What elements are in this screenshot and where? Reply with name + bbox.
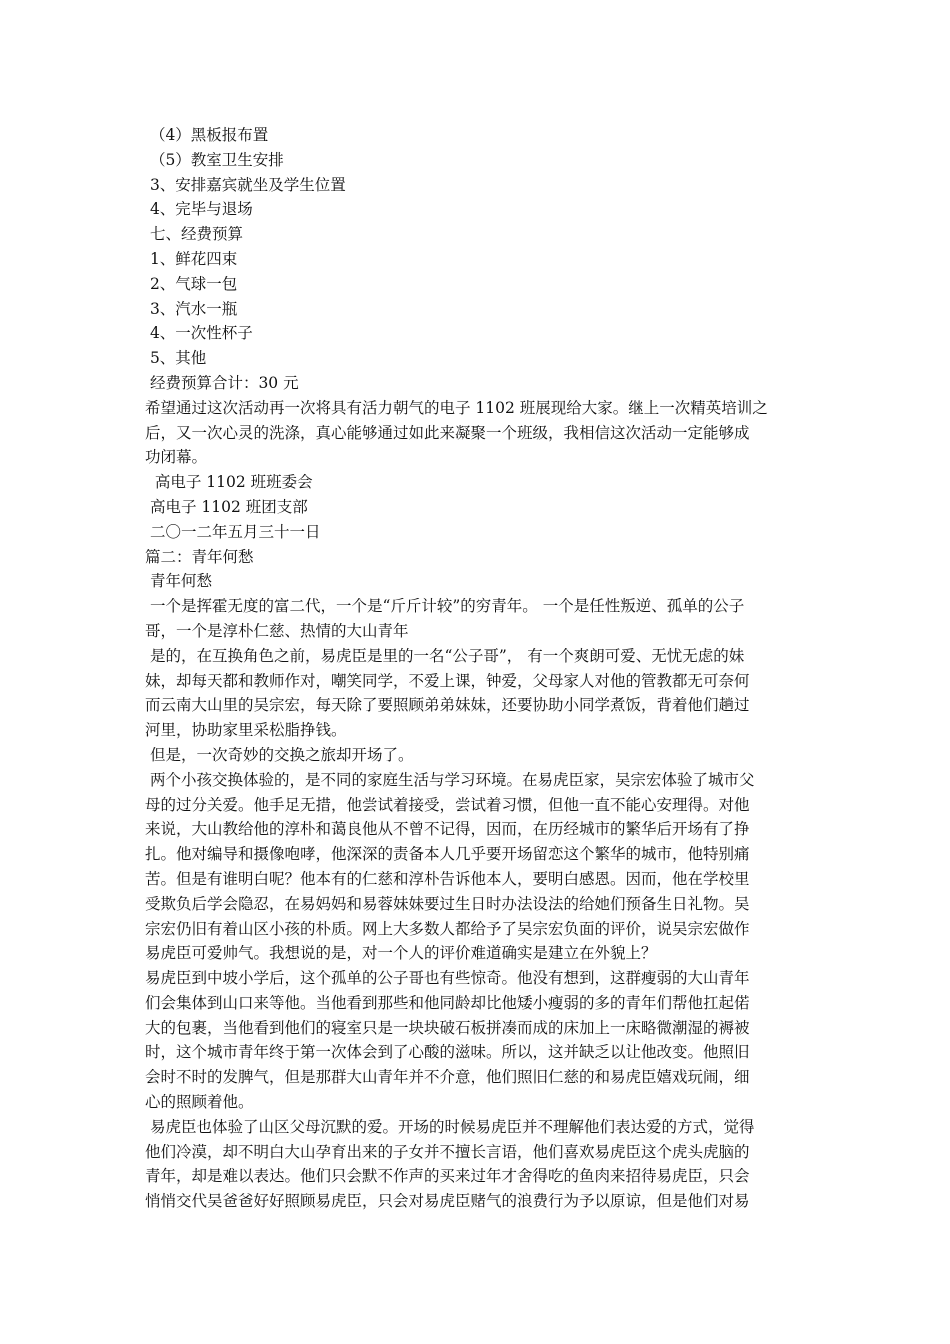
text-line: 而云南大山里的吴宗宏，每天除了要照顾弟弟妹妹，还要协助小同学煮饭，背着他们趟过	[145, 696, 750, 715]
list-item: 2、气球一包	[145, 274, 238, 293]
article-title: 青年何愁	[145, 572, 212, 591]
text-line: 哥，一个是淳朴仁慈、热情的大山青年	[145, 621, 409, 640]
list-item: 3、汽水一瓶	[145, 299, 238, 318]
text-line: 母的过分关爱。他手足无措，他尝试着接受，尝试着习惯，但他一直不能心安理得。对他	[145, 795, 750, 814]
text-line: 们会集体到山口来等他。当他看到那些和他同龄却比他矮小瘦弱的多的青年们帮他扛起偌	[145, 993, 750, 1012]
list-item: 1、鲜花四束	[145, 249, 238, 268]
signature-line: 高电子 1102 班团支部	[145, 497, 308, 516]
text-line: 功闭幕。	[145, 448, 208, 467]
text-line: 苦。但是有谁明白呢？他本有的仁慈和淳朴告诉他本人，要明白感恩。因而，他在学校里	[145, 869, 750, 888]
text-line: 受欺负后学会隐忍，在易妈妈和易蓉妹妹要过生日时办法设法的给她们预备生日礼物。吴	[145, 894, 750, 913]
list-item: 5、其他	[145, 349, 207, 368]
text-line: 3、安排嘉宾就坐及学生位置	[145, 175, 346, 194]
text-line: 他们冷漠，却不明白大山孕育出来的子女并不擅长言语，他们喜欢易虎臣这个虎头虎脑的	[145, 1142, 750, 1161]
chapter-heading: 篇二：青年何愁	[145, 547, 254, 566]
text-line: 青年，却是难以表达。他们只会默不作声的买来过年才舍得吃的鱼肉来招待易虎臣，只会	[145, 1167, 750, 1186]
text-line: 易虎臣到中坡小学后，这个孤单的公子哥也有些惊奇。他没有想到，这群瘦弱的大山青年	[145, 969, 750, 988]
date-line: 二〇一二年五月三十一日	[145, 522, 321, 541]
text-line: 扎。他对编导和摄像咆哮，他深深的责备本人几乎要开场留恋这个繁华的城市，他特别痛	[145, 845, 750, 864]
signature-line: 高电子 1102 班班委会	[145, 473, 313, 492]
text-line: 4、完毕与退场	[145, 200, 253, 219]
text-line: 希望通过这次活动再一次将具有活力朝气的电子 1102 班展现给大家。继上一次精英培训之	[145, 398, 768, 417]
document-page	[145, 123, 815, 1214]
text-line: （4）黑板报布置	[145, 126, 269, 144]
text-line: 时，这个城市青年终于第一次体会到了心酸的滋味。所以，这并缺乏以让他改变。他照旧	[145, 1043, 750, 1062]
text-line: 河里，协助家里采松脂挣钱。	[145, 721, 347, 740]
text-line: 会时不时的发脾气，但是那群大山青年并不介意，他们照旧仁慈的和易虎臣嬉戏玩闹，细	[145, 1068, 750, 1087]
text-line: 悄悄交代吴爸爸好好照顾易虎臣，只会对易虎臣赌气的浪费行为予以原谅，但是他们对易	[145, 1192, 750, 1211]
list-item: 4、一次性杯子	[145, 324, 253, 343]
text-line: 易虎臣可爱帅气。我想说的是，对一个人的评价难道确实是建立在外貌上？	[145, 944, 657, 963]
text-line: 后，又一次心灵的洗涤，真心能够通过如此来凝聚一个班级，我相信这次活动一定能够成	[145, 423, 750, 442]
text-line: （5）教室卫生安排	[145, 150, 284, 169]
text-line: 是的，在互换角色之前，易虎臣是里的一名“公子哥”， 有一个爽朗可爱、无忧无虑的妹	[145, 646, 745, 665]
text-line: 一个是挥霍无度的富二代，一个是“斤斤计较”的穷青年。 一个是任性叛逆、孤单的公子	[145, 597, 745, 616]
text-line: 两个小孩交换体验的，是不同的家庭生活与学习环境。在易虎臣家，吴宗宏体验了城市父	[145, 770, 755, 789]
text-line: 但是，一次奇妙的交换之旅却开场了。	[145, 745, 414, 764]
budget-total: 经费预算合计：30 元	[145, 373, 299, 392]
text-line: 来说，大山教给他的淳朴和蔼良他从不曾不记得，因而，在历经城市的繁华后开场有了挣	[145, 820, 750, 839]
text-line: 大的包裹，当他看到他们的寝室只是一块块破石板拼凑而成的床加上一床略微潮湿的褥被	[145, 1018, 750, 1037]
text-line: 易虎臣也体验了山区父母沉默的爱。开场的时候易虎臣并不理解他们表达爱的方式，觉得	[145, 1117, 755, 1136]
text-line: 心的照顾着他。	[145, 1093, 254, 1112]
text-line: 妹，却每天都和教师作对，嘲笑同学，不爱上课，钟爱，父母家人对他的管教都无可奈何	[145, 671, 750, 690]
text-line: 宗宏仍旧有着山区小孩的朴质。网上大多数人都给予了吴宗宏负面的评价，说吴宗宏做作	[145, 919, 750, 938]
section-heading: 七、经费预算	[145, 225, 243, 244]
